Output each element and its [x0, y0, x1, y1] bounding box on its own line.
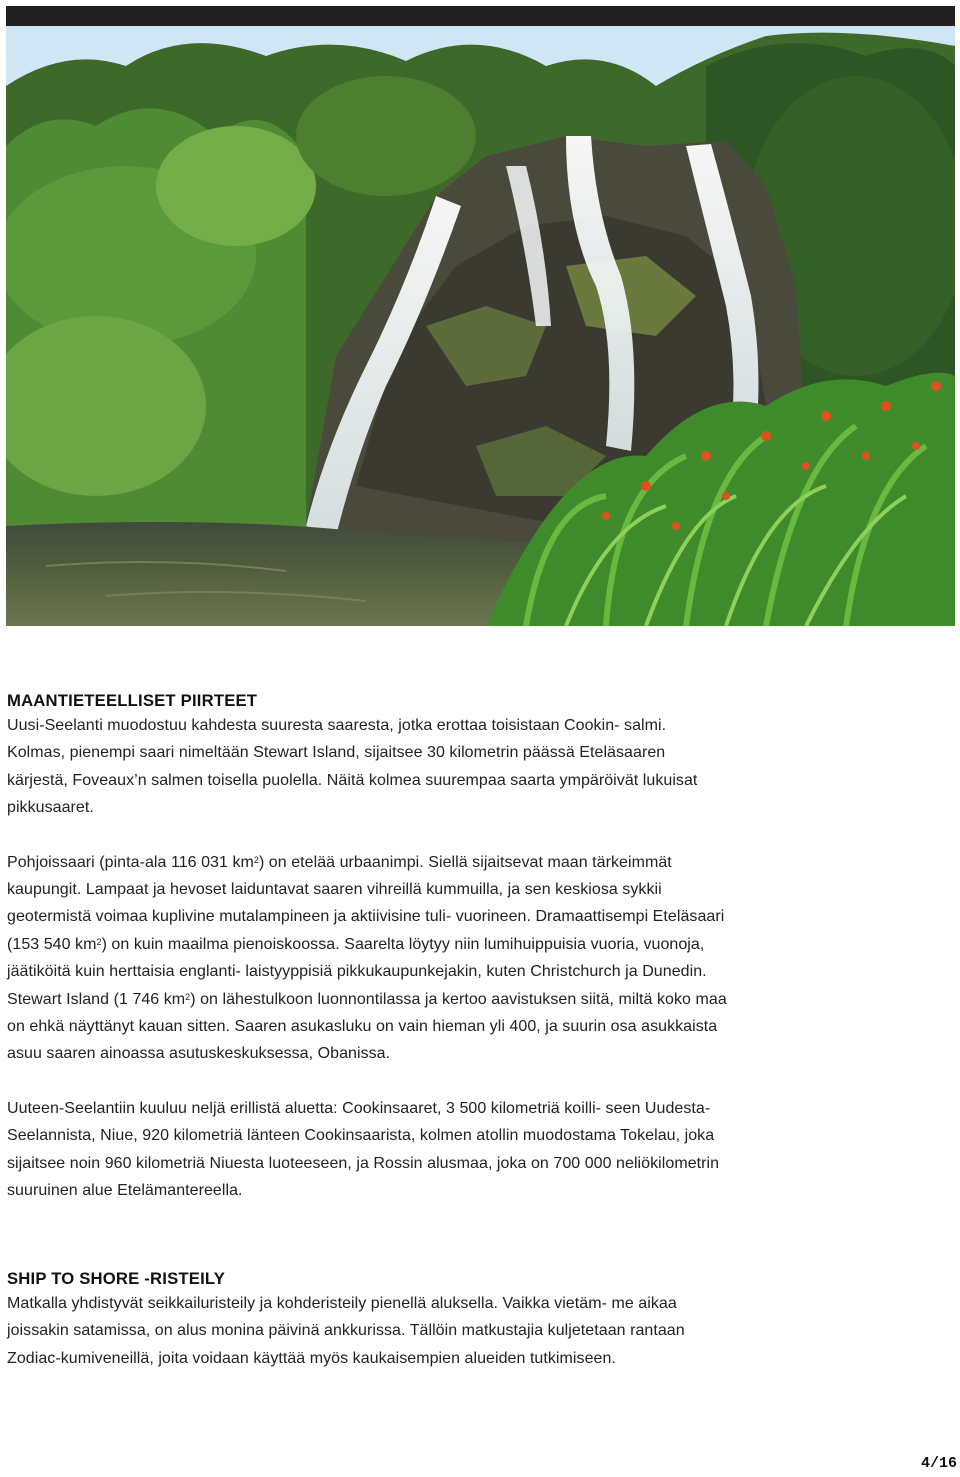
top-bar — [6, 6, 955, 26]
paragraph: Pohjoissaari (pinta-ala 116 031 $km^2$) on etelää urbaanimpi. Siellä sijaitsevat maan tärkeimmät kaupungit. Lampaat ja hevoset laiduntavat saaren vihreillä kummuilla, ja sen keskiosa sykkii geotermistä voimaa kuplivine mutalampineen ja aktiivisine tuli- vuorineen. Dramaattisempi Eteläsaari (153 540 $km^2$) on kuin maailma pienoiskoossa. Saarelta löytyy niin lumihuippuisia vuoria, vuonoja, jäätiköitä kuin herttaisia englanti- laistyyppisiä pikkukaupunkejakin, kuten Christchurch ja Dunedin. Stewart Island (1 746 $km^2$) on lähestulkoon luonnontilassa ja kertoo aavistuksen siitä, miltä koko maa on ehkä näyttänyt kauan sitten. Saaren asukasluku on vain hieman yli 400, ja suurin osa asukkaista asuu saaren ainoassa asutuskeskuksessa, Obanissa. — [7, 853, 727, 1063]
section-geography — [7, 690, 727, 1205]
paragraph: Uusi-Seelanti muodostuu kahdesta suuresta saaresta, jotka erottaa toisistaan Cookin- salmi. Kolmas, pienempi saari nimeltään Stewart Island, sijaitsee 30 kilometrin päässä Eteläsaaren kärjestä, Foveaux’n salmen toisella puolella. Näitä kolmea suurempaa saarta ympäröivät lukuisat pikkusaaret. — [7, 717, 698, 817]
section-heading: MAANTIETEELLISET PIIRTEET — [7, 691, 258, 710]
section-heading: SHIP TO SHORE -RISTEILY — [7, 1269, 226, 1288]
paragraph: Matkalla yhdistyvät seikkailuristeily ja kohderisteily pienellä aluksella. Vaikka vietäm- me aikaa joissakin satamissa, on alus monina päivinä ankkurissa. Tällöin matkustajia kuljetetaan rantaan Zodiac-kumiveneillä, joita voidaan käyttää myös kaukaisempien alueiden tutkimiseen. — [7, 1295, 685, 1367]
paragraph: Uuteen-Seelantiin kuuluu neljä erillistä aluetta: Cookinsaaret, 3 500 kilometriä koilli- seen Uudesta-Seelannista, Niue, 920 kilometriä länteen Cookinsaarista, kolmen atollin muodostama Tokelau, joka sijaitsee noin 960 kilometriä Niuesta luoteeseen, ja Rossin alusmaa, joka on 700 000 neliökilometrin suuruinen alue Etelämantereella. — [7, 1099, 720, 1200]
page-number: 4/16 — [921, 1455, 958, 1472]
section-ship-to-shore — [7, 1268, 727, 1372]
waterfall-photo — [6, 26, 955, 626]
